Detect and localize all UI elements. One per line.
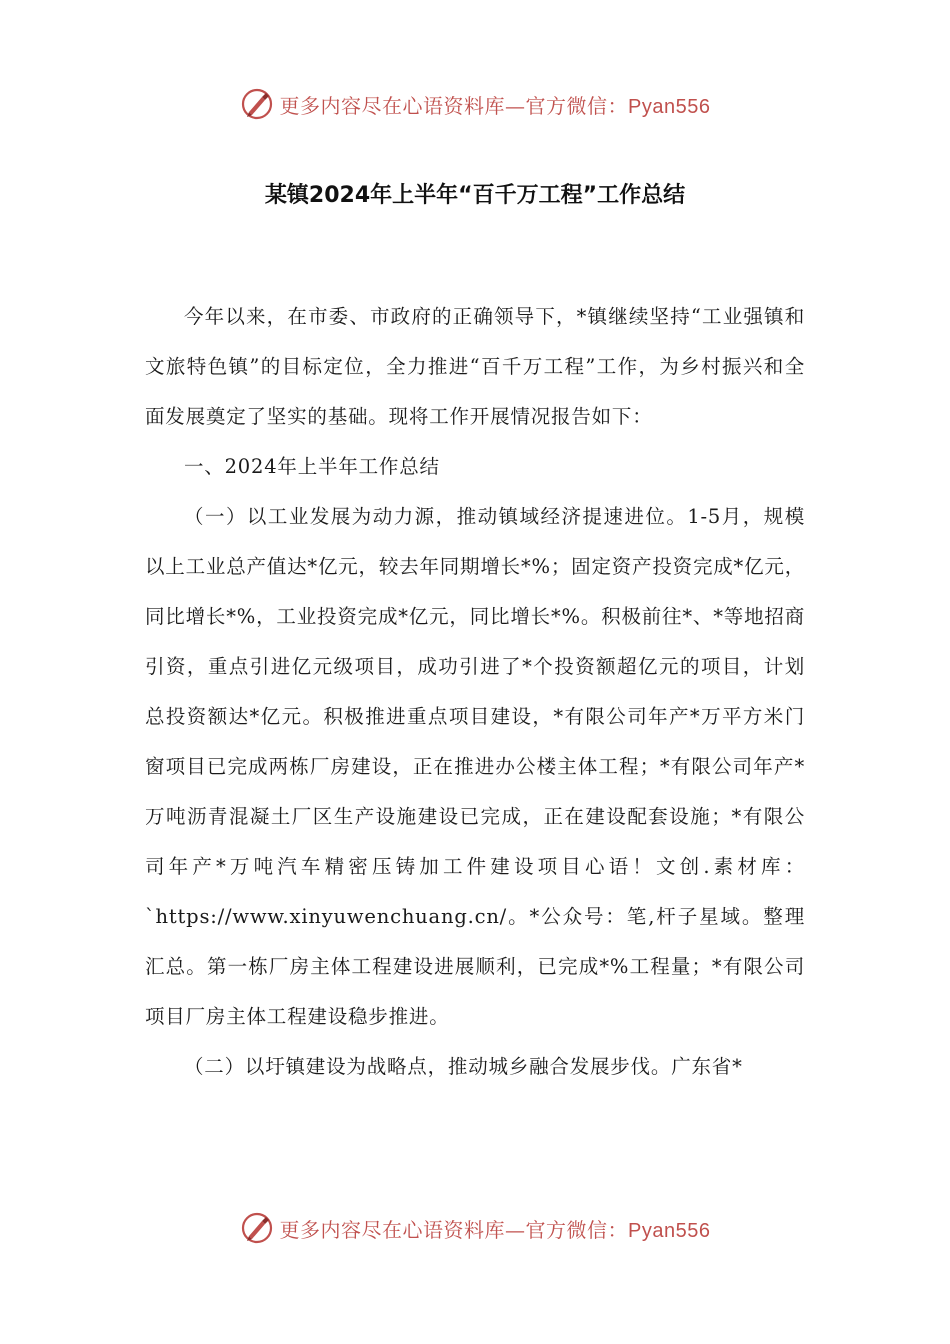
watermark-text: 更多内容尽在心语资料库—官方微信：Pyan556 — [279, 1217, 711, 1242]
item1-body: 1-5月，规模以上工业总产值达*亿元，较去年同期增长*%；固定资产投资完成*亿元，同比增长*%，工业投资完成*亿元，同比增长*%。积极前往*、*等地招商引资，重点引进亿元级项目，成功引进了*个投资额超亿元的项目，计划总投资额达*亿元。积极推进重点项目建设，*有限公司年产*万平方米门窗项目已完成两栋厂房建设，正在推进办公楼主体工程；*有限公司年产*万吨沥青混凝土厂区生产设施建设已完成，正在建设配套设施；*有限公司年产*万吨汽车精密压铸加工件建设项目心语！文创.素材库：`https://www.xinyuwenchuang.cn/。*公众号：笔,杆子星域。整理汇总。第一栋厂房主体工程建设进展顺利，已完成*%工程量；*有限公司项目厂房主体工程建设稳步推进。 — [145, 505, 805, 1028]
watermark-text: 更多内容尽在心语资料库—官方微信：Pyan556 — [279, 93, 711, 118]
item2-heading: （二）以圩镇建设为战略点，推动城乡融合发展步伐。 — [184, 1055, 672, 1078]
item2-body: 广东省* — [671, 1055, 743, 1078]
item1-heading: （一）以工业发展为动力源，推动镇域经济提速进位。 — [184, 505, 688, 528]
document-body — [145, 292, 805, 1092]
intro-paragraph: 今年以来，在市委、市政府的正确领导下，*镇继续坚持“工业强镇和文旅特色镇”的目标定位，全力推进“百千万工程”工作，为乡村振兴和全面发展奠定了坚实的基础。现将工作开展情况报告如下： — [145, 305, 805, 428]
section-heading: 一、2024年上半年工作总结 — [184, 455, 440, 478]
document-title: 某镇2024年上半年“百千万工程”工作总结 — [264, 183, 686, 208]
footer-watermark — [0, 1208, 950, 1248]
item1-paragraph — [145, 492, 805, 1042]
item2-paragraph — [145, 1042, 805, 1092]
pen-logo-icon — [240, 1211, 274, 1245]
header-watermark — [0, 84, 950, 124]
pen-logo-icon — [240, 87, 274, 121]
